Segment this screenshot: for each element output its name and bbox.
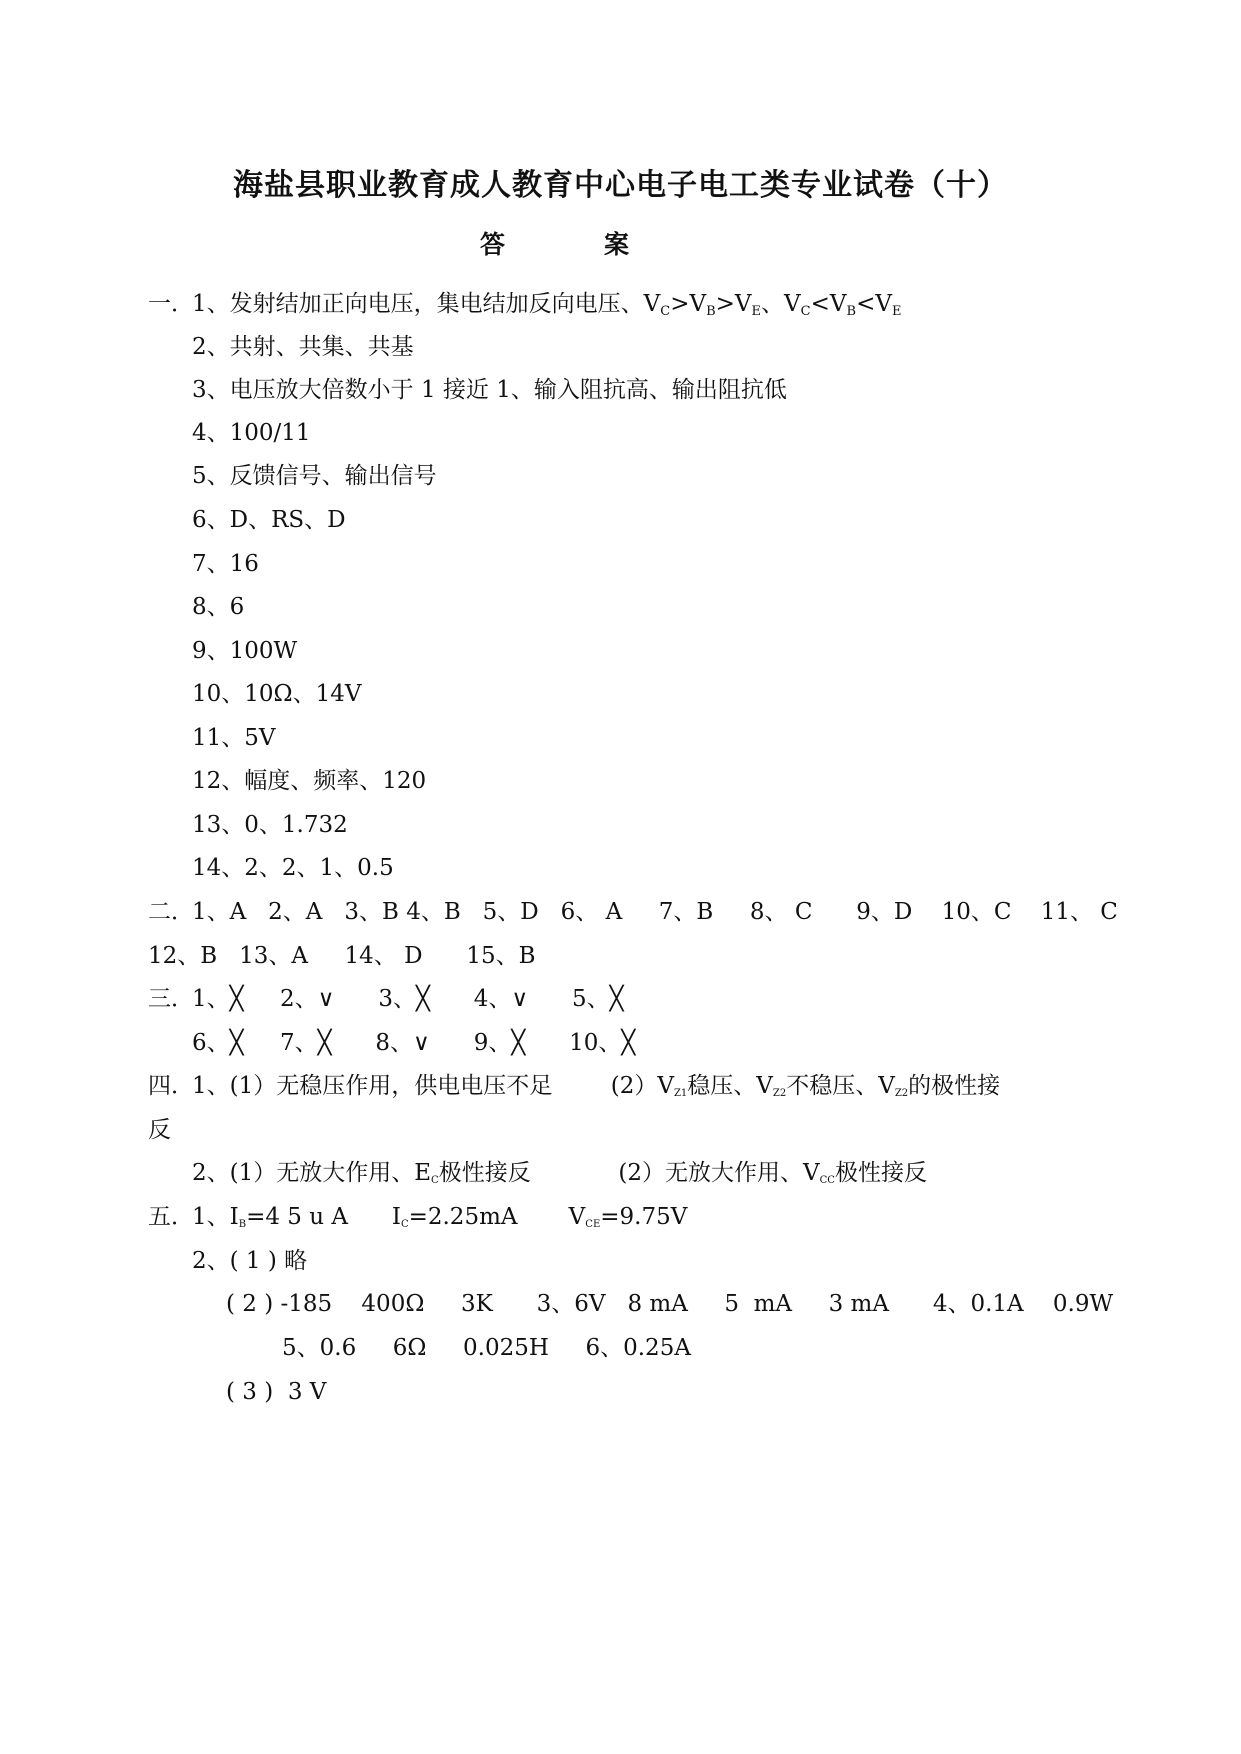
answer-5-2-2: ( 2 ) -185 400Ω 3K 3、6V 8 mA 5 mA 3 mA 4、0.1A 0.9W [226,1291,1114,1317]
answer-1-9: 9、100W [192,638,298,664]
answer-5-2-3: 5、0.6 6Ω 0.025H 6、0.25A [282,1335,691,1361]
answer-3-line-1: 1、╳ 2、∨ 3、╳ 4、∨ 5、╳ [192,986,624,1012]
subtitle-answer-left: 答 [480,230,506,259]
answer-5-2-1: 2、( 1 ) 略 [192,1248,308,1274]
answer-1-5: 5、反馈信号、输出信号 [192,463,437,489]
answer-1-8: 8、6 [192,594,245,620]
answer-1-6: 6、D、RS、D [192,507,346,533]
answer-4-1-continued: 反 [148,1117,171,1143]
answer-1-3: 3、电压放大倍数小于 1 接近 1、输入阻抗高、输出阻抗低 [192,377,787,403]
answer-1-12: 12、幅度、频率、120 [192,768,427,794]
answer-1-13: 13、0、1.732 [192,812,348,838]
answer-1-1: 1、发射结加正向电压，集电结加反向电压、$V_C>V_B>V_E$、$V_C<V_B<V_E$ [192,291,902,319]
section-3-marker: 三． [148,986,194,1012]
answer-5-1: 1、$I_B=4$ 5 u A $I_C=2.25mA$ $V_{CE}=9.75V$ [192,1204,688,1230]
answer-3-line-2: 6、╳ 7、╳ 8、∨ 9、╳ 10、╳ [192,1030,636,1056]
answer-2-line-2: 12、B 13、A 14、 D 15、B [148,943,536,969]
section-5-marker: 五． [148,1204,194,1230]
answer-2-line-1: 1、A 2、A 3、B 4、B 5、D 6、 A 7、B 8、 C 9、D 10、C 11、 C [192,899,1118,925]
section-4-marker: 四． [148,1073,194,1099]
section-1-marker: 一． [148,291,194,317]
answer-1-7: 7、16 [192,551,259,577]
section-2-marker: 二． [148,899,194,925]
answer-1-2: 2、共射、共集、共基 [192,334,414,360]
answer-1-14: 14、2、2、1、0.5 [192,855,394,881]
subtitle-answer-right: 案 [604,230,630,259]
answer-1-10: 10、10Ω、14V [192,681,362,707]
answer-5-2-4: ( 3 ) 3 V [226,1379,327,1405]
answer-1-4: 4、100/11 [192,420,311,446]
answer-4-2: 2、(1）无放大作用、$E_C$极性接反 (2）无放大作用、$V_{CC}$极性接反 [192,1160,927,1186]
answer-1-11: 11、5V [192,725,276,751]
answer-4-1: 1、(1）无稳压作用，供电电压不足 $(2)V_{Z1}$稳压、$V_{Z2}$不稳压、$V_{Z2}$的极性接 [192,1073,1001,1099]
document-title: 海盐县职业教育成人教育中心电子电工类专业试卷（十） [233,168,1008,203]
